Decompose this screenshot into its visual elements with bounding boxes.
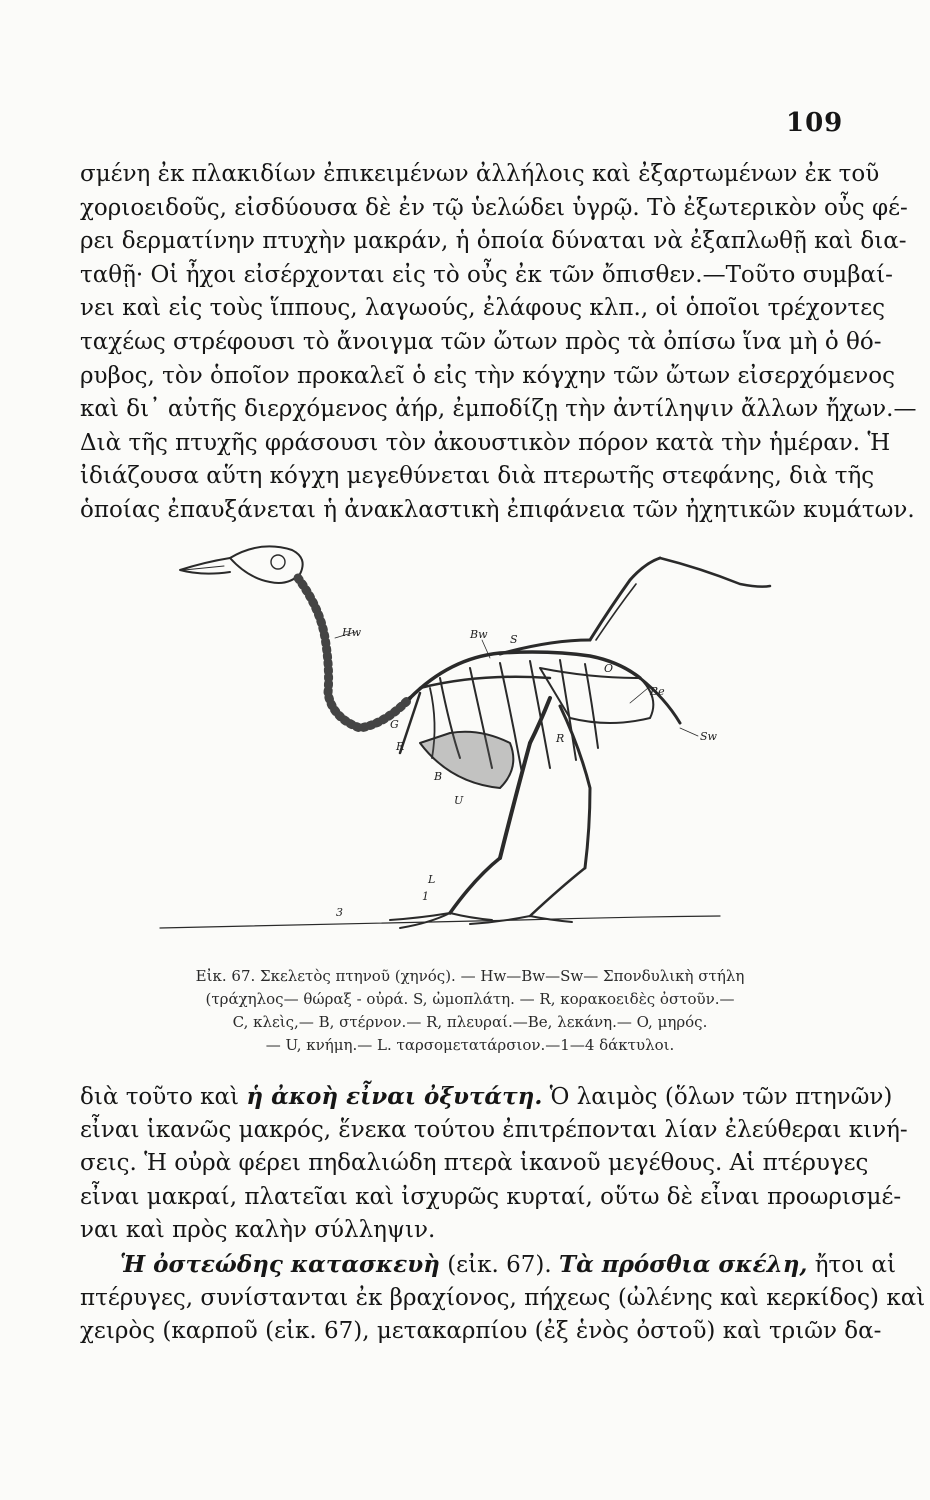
- text-line: Διὰ τῆς πτυχῆς φράσουσι τὸν ἀκουστικὸν πόρον κατὰ τὴν ἡμέραν. Ἡ: [80, 429, 891, 456]
- label-g: G: [390, 718, 399, 731]
- eye-socket: [271, 555, 285, 569]
- spine: [410, 652, 640, 698]
- emphasis-text: Ἡ ὀστεώδης κατασκευὴ: [120, 1250, 440, 1278]
- body-paragraph-bottom: [80, 1080, 926, 1349]
- hand: [660, 558, 770, 587]
- text-line: σμένη ἐκ πλακιδίων ἐπικειμένων ἀλλήλοις καὶ ἐξαρτωμένων ἐκ τοῦ: [80, 161, 880, 187]
- text-line: εἶναι μακραί, πλατεῖαι καὶ ἰσχυρῶς κυρταί, οὕτω δὲ εἶναι προωρισμέ-: [80, 1183, 902, 1210]
- text-line: Ἡ ὀστεώδης κατασκευὴ (εἰκ. 67). Τὰ πρόσθια σκέλη, ἤτοι αἱ: [120, 1250, 896, 1278]
- caption-line: C, κλεὶς,— B, στέρνον.— R, πλευραί.—Be, λεκάνη.— O, μηρός.: [232, 1013, 708, 1031]
- text-line: διὰ τοῦτο καὶ ἡ ἀκοὴ εἶναι ὀξυτάτη. Ὁ λαιμὸς (ὅλων τῶν πτηνῶν): [80, 1083, 893, 1110]
- emphasis-text: ἡ ἀκοὴ εἶναι ὀξυτάτη.: [246, 1083, 543, 1110]
- body-paragraph-top: [80, 158, 917, 528]
- caption-line: Εἰκ. 67. Σκελετὸς πτηνοῦ (χηνός). — Hw—Bw—Sw— Σπονδυλικὴ στήλη: [195, 967, 745, 985]
- text-line: χοριοειδοῦς, εἰσδύουσα δὲ ἐν τῷ ὑελώδει ὑγρῷ. Τὸ ἐξωτερικὸν οὖς φέ-: [80, 194, 908, 221]
- label-o: O: [604, 662, 614, 675]
- page-number: 109: [786, 108, 844, 138]
- text-line: ρυβος, τὸν ὁποῖον προκαλεῖ ὁ εἰς τὴν κόγχην τῶν ὤτων εἰσερχόμενος: [80, 362, 895, 389]
- text-line: σεις. Ἡ οὐρὰ φέρει πηδαλιώδη πτερὰ ἱκανοῦ μεγέθους. Αἱ πτέρυγες: [80, 1150, 869, 1177]
- text-line: ναι καὶ πρὸς καλὴν σύλληψιν.: [80, 1217, 436, 1244]
- femur: [530, 698, 550, 743]
- emphasis-text: Τὰ πρόσθια σκέλη,: [558, 1250, 808, 1278]
- bird-skeleton-figure: [120, 528, 840, 948]
- figure-caption: [100, 965, 840, 1057]
- label-s: S: [510, 633, 518, 646]
- bird-skeleton-illustration: [120, 528, 840, 948]
- label-3: 3: [336, 906, 343, 919]
- skull: [230, 546, 303, 583]
- second-leg: [560, 706, 590, 868]
- label-sw: Sw: [700, 730, 717, 743]
- text-line: πτέρυγες, συνίστανται ἐκ βραχίονος, πήχεως (ὠλένης καὶ κερκίδος) καὶ: [80, 1284, 926, 1311]
- label-bw: Bw: [470, 628, 488, 641]
- text-line: εἶναι ἱκανῶς μακρός, ἕνεκα τούτου ἐπιτρέπονται λίαν ἐλεύθεραι κινή-: [80, 1116, 908, 1143]
- text-line: ρει δερματίνην πτυχὴν μακράν, ἡ ὁποία δύναται νὰ ἐξαπλωθῇ καὶ δια-: [80, 228, 907, 255]
- label-be: Be: [650, 685, 665, 698]
- label-r2: R: [556, 732, 565, 745]
- caption-line: — U, κνήμη.— L. ταρσομετατάρσιον.—1—4 δάκτυλοι.: [265, 1036, 675, 1054]
- text-line: ἰδιάζουσα αὕτη κόγχη μεγεθύνεται διὰ πτερωτῆς στεφάνης, διὰ τῆς: [80, 463, 875, 490]
- label-r1: R: [396, 740, 405, 753]
- text-line: ταχέως στρέφουσι τὸ ἄνοιγμα τῶν ὤτων πρὸς τὰ ὀπίσω ἵνα μὴ ὁ θό-: [80, 328, 882, 355]
- text-line: νει καὶ εἰς τοὺς ἵππους, λαγωούς, ἐλάφους κλπ., οἱ ὁποῖοι τρέχοντες: [80, 295, 886, 322]
- text-line: χειρὸς (καρποῦ (εἰκ. 67), μετακαρπίου (ἐξ ἑνὸς ὀστοῦ) καὶ τριῶν δα-: [80, 1318, 882, 1345]
- label-l: L: [428, 873, 436, 886]
- label-u: U: [454, 794, 464, 807]
- tarsometatarsus: [450, 858, 500, 913]
- label-1: 1: [422, 890, 429, 903]
- caption-line: (τράχηλος— θώραξ - οὐρά. S, ὠμοπλάτη. — R, κορακοειδὲς ὀστοῦν.—: [205, 990, 735, 1008]
- label-hw: Hw: [342, 626, 362, 639]
- text-line: ταθῇ· Οἱ ἦχοι εἰσέρχονται εἰς τὸ οὖς ἐκ τῶν ὄπισθεν.—Τοῦτο συμβαί-: [80, 261, 893, 288]
- text-line: ὁποίας ἐπαυξάνεται ἡ ἀνακλαστικὴ ἐπιφάνεια τῶν ἠχητικῶν κυμάτων.: [80, 496, 915, 523]
- label-b: B: [434, 770, 443, 783]
- text-line: καὶ δι᾽ αὐτῆς διερχόμενος ἀήρ, ἐμποδίζῃ τὴν ἀντίληψιν ἄλλων ἤχων.—: [80, 396, 917, 423]
